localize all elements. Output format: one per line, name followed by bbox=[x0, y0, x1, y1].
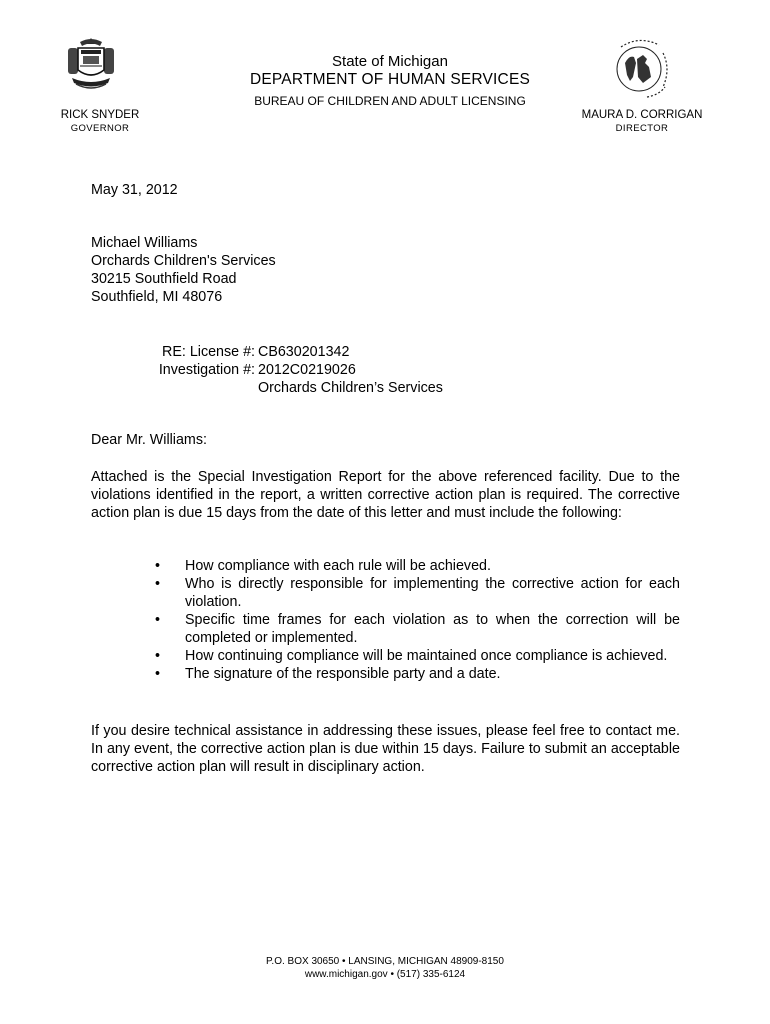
director-name: MAURA D. CORRIGAN bbox=[581, 109, 703, 121]
re-facility: Orchards Children’s Services bbox=[258, 380, 443, 396]
paragraph-intro: Attached is the Special Investigation Report for the above referenced facility. Due to the violations identified in the report, a written corrective action plan is required. The corrective action plan is due 15 days from the date of this letter and must include the following: bbox=[91, 469, 680, 521]
re-investigation-label: Investigation #: bbox=[158, 362, 255, 378]
director-block bbox=[572, 109, 712, 134]
recipient-line: Orchards Children's Services bbox=[91, 253, 276, 269]
letterhead-department: DEPARTMENT OF HUMAN SERVICES bbox=[249, 71, 531, 88]
footer-contact: www.michigan.gov • (517) 335-6124 bbox=[304, 969, 466, 980]
director-title: DIRECTOR bbox=[615, 123, 669, 134]
letterhead-state: State of Michigan bbox=[332, 53, 448, 70]
reference-block bbox=[140, 343, 443, 397]
recipient-address bbox=[91, 234, 276, 306]
governor-title: GOVERNOR bbox=[70, 123, 130, 134]
salutation: Dear Mr. Williams: bbox=[91, 432, 207, 448]
re-license-label: RE: License #: bbox=[162, 344, 255, 360]
list-item: • How continuing compliance will be maintained once compliance is achieved. bbox=[155, 648, 668, 664]
re-license-value: CB630201342 bbox=[258, 344, 350, 360]
recipient-line: Southfield, MI 48076 bbox=[91, 289, 223, 305]
re-investigation-value: 2012C0219026 bbox=[258, 362, 356, 378]
governor-block bbox=[30, 109, 170, 134]
list-item: • The signature of the responsible party and a date. bbox=[155, 666, 501, 682]
requirements-list bbox=[155, 557, 680, 683]
recipient-line: Michael Williams bbox=[91, 235, 198, 251]
list-item: • Specific time frames for each violation as to when the correction will be completed or implemented. bbox=[155, 612, 680, 646]
letter-date: May 31, 2012 bbox=[91, 182, 178, 198]
recipient-line: 30215 Southfield Road bbox=[91, 271, 237, 287]
paragraph-closing: If you desire technical assistance in addressing these issues, please feel free to contact me. In any event, the corrective action plan is due within 15 days. Failure to submit an acceptable corrective action plan will result in disciplinary action. bbox=[91, 723, 680, 775]
letter-footer bbox=[0, 955, 770, 981]
list-item: • Who is directly responsible for implementing the corrective action for each violation. bbox=[155, 576, 680, 610]
footer-address: P.O. BOX 30650 • LANSING, MICHIGAN 48909-8150 bbox=[266, 956, 504, 967]
letterhead-bureau: BUREAU OF CHILDREN AND ADULT LICENSING bbox=[254, 94, 526, 108]
governor-name: RICK SNYDER bbox=[60, 109, 140, 121]
list-item: • How compliance with each rule will be achieved. bbox=[155, 558, 491, 574]
